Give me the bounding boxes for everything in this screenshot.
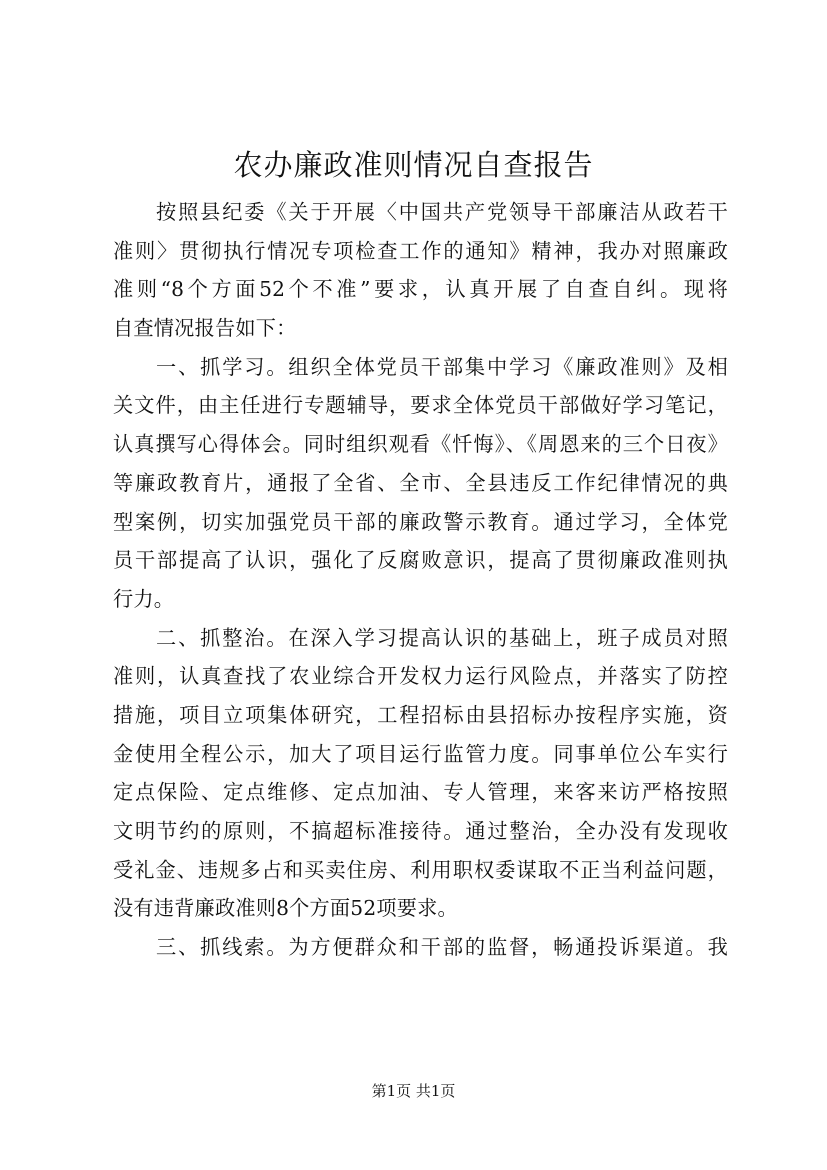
body-line: 三、抓线索。为方便群众和干部的监督，畅通投诉渠道。我	[156, 935, 728, 960]
body-line: 金使用全程公示，加大了项目运行监管力度。同事单位公车实行	[113, 741, 728, 766]
body-line: 一、抓学习。组织全体党员干部集中学习《廉政准则》及相	[156, 354, 728, 379]
body-line: 自查情况报告如下：	[113, 316, 297, 341]
body-line: 二、抓整治。在深入学习提高认识的基础上，班子成员对照	[156, 625, 728, 650]
body-line: 准则〉贯彻执行情况专项检查工作的通知》精神，我办对照廉政	[113, 238, 728, 263]
body-line: 关文件，由主任进行专题辅导，要求全体党员干部做好学习笔记，	[113, 393, 728, 418]
body-line: 定点保险、定点维修、定点加油、专人管理，来客来访严格按照	[113, 780, 728, 805]
body-line: 准则，认真查找了农业综合开发权力运行风险点，并落实了防控	[113, 664, 728, 689]
document-title: 农办廉政准则情况自查报告	[233, 148, 594, 182]
body-line: 型案例，切实加强党员干部的廉政警示教育。通过学习，全体党	[113, 509, 728, 534]
body-line: 文明节约的原则，不搞超标准接待。通过整治，全办没有发现收	[113, 819, 728, 843]
body-line: 准则“8个方面52个不准”要求，认真开展了自查自纠。现将	[113, 277, 728, 302]
body-line: 认真撰写心得体会。同时组织观看《忏悔》、《周恩来的三个日夜》	[113, 432, 728, 457]
page-footer: 第1页 共1页	[371, 1082, 456, 1100]
body-line: 行力。	[113, 586, 175, 611]
body-line: 按照县纪委《关于开展〈中国共产党领导干部廉洁从政若干	[156, 200, 728, 224]
document-body	[113, 193, 728, 967]
body-line: 员干部提高了认识，强化了反腐败意识，提高了贯彻廉政准则执	[113, 548, 728, 573]
body-line: 受礼金、违规多占和买卖住房、利用职权委谋取不正当利益问题，	[113, 857, 728, 882]
body-line: 措施，项目立项集体研究，工程招标由县招标办按程序实施，资	[113, 702, 728, 727]
body-line: 等廉政教育片，通报了全省、全市、全县违反工作纪律情况的典	[113, 470, 728, 495]
body-line: 没有违背廉政准则8个方面52项要求。	[113, 896, 458, 921]
